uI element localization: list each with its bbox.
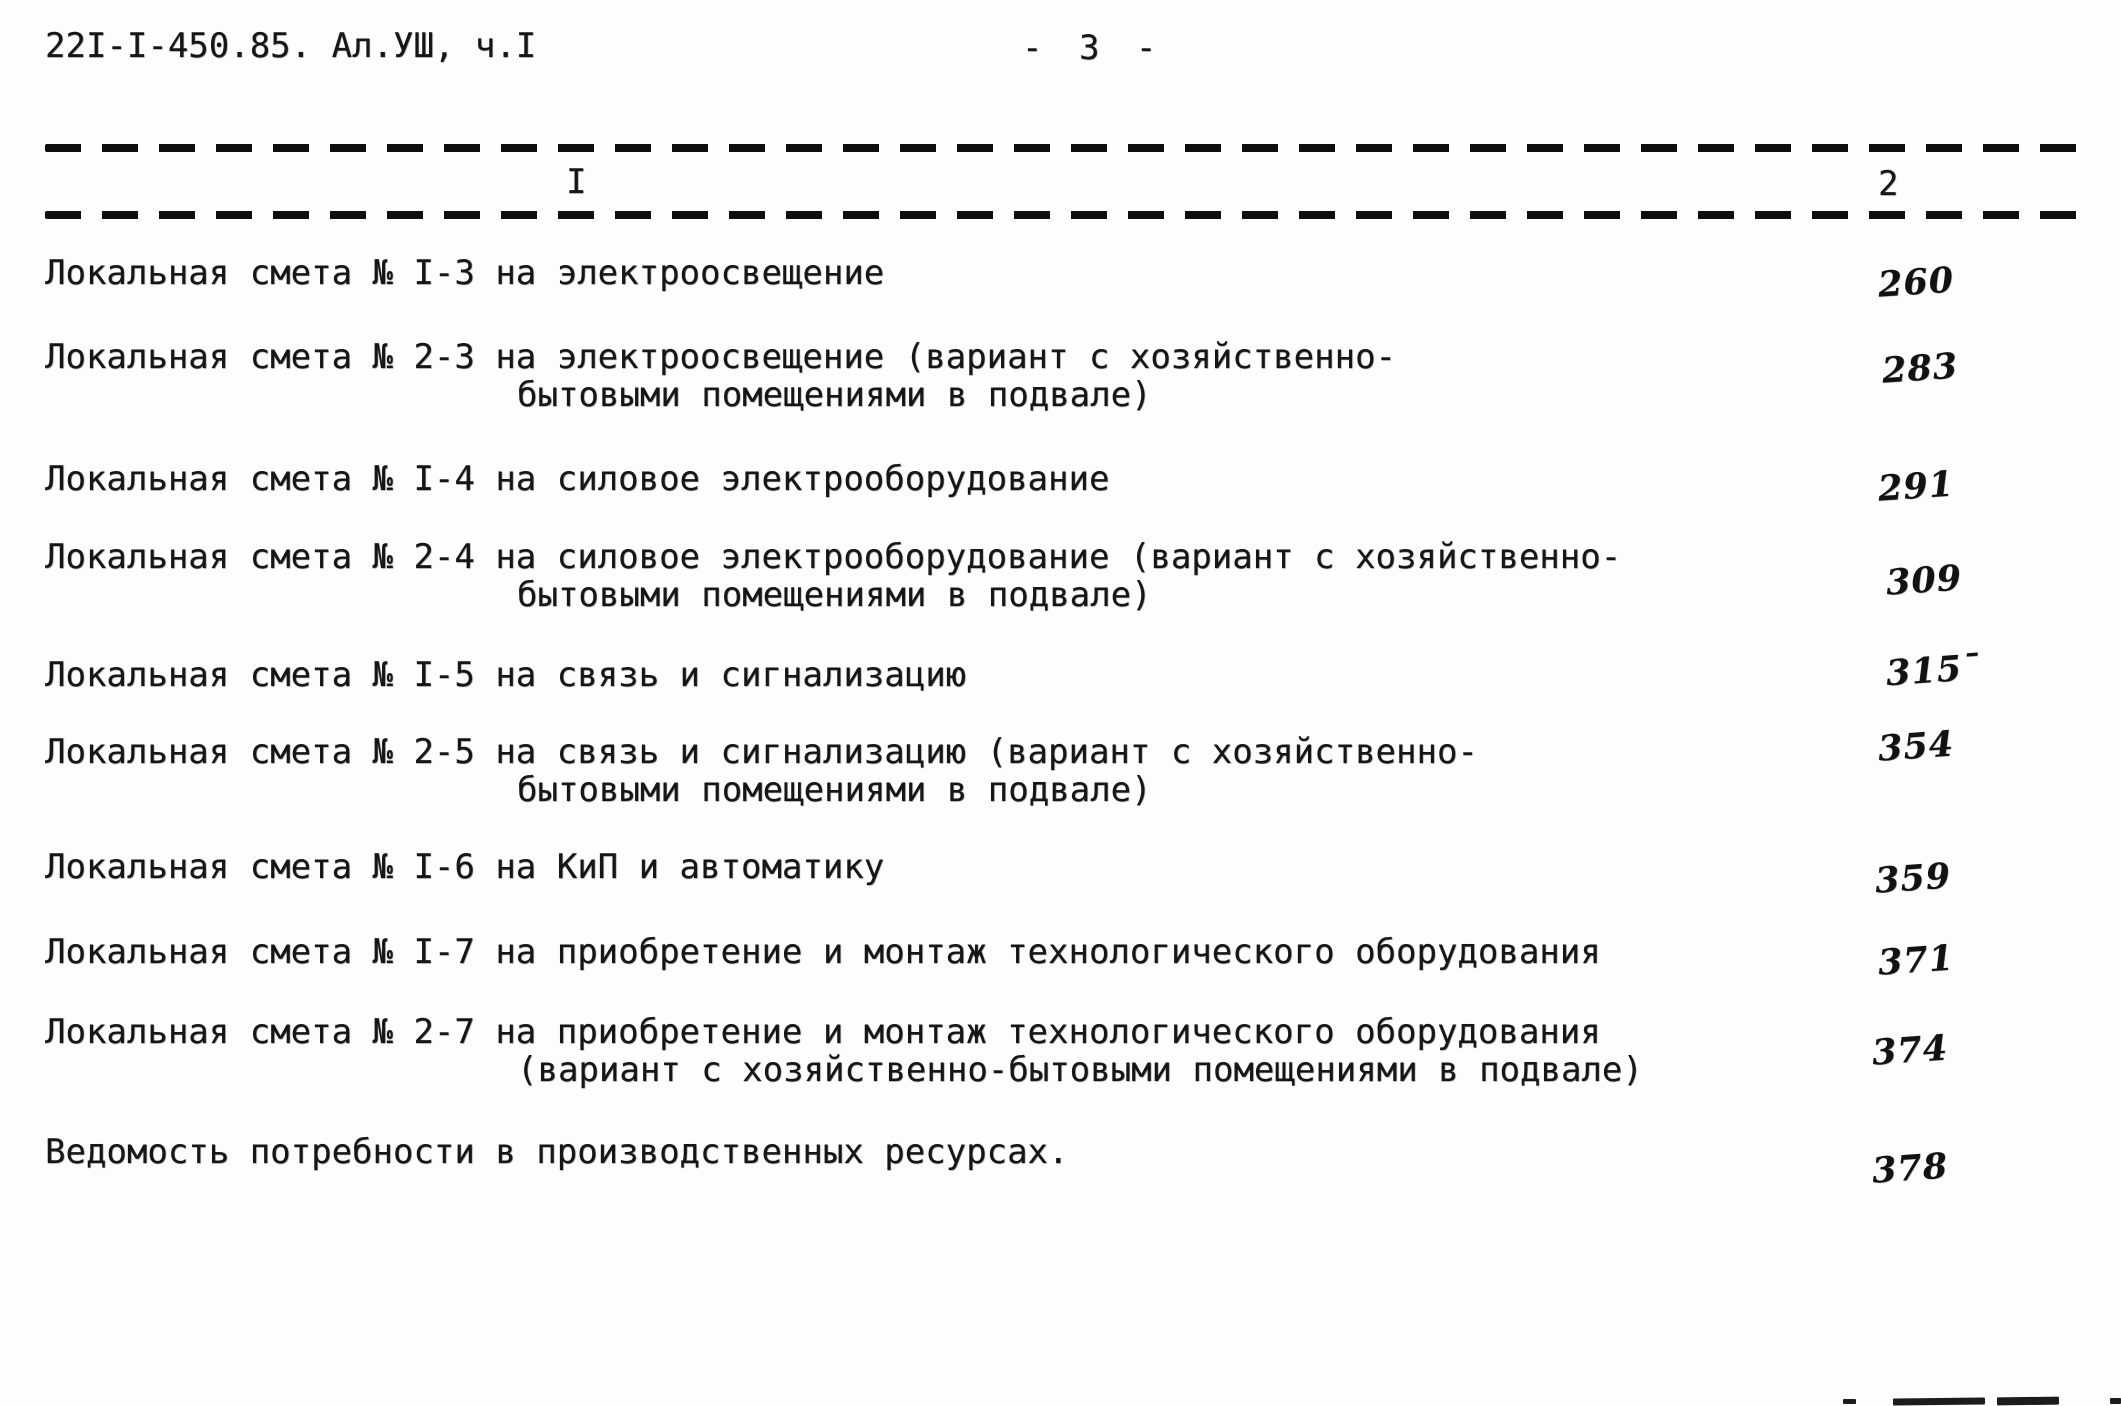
dashed-rule-bottom bbox=[45, 211, 2078, 219]
page-ref: 309 bbox=[1884, 557, 1964, 604]
table-row bbox=[45, 656, 966, 694]
page-ref: 378 bbox=[1870, 1145, 1950, 1192]
scan-artifact bbox=[1893, 1398, 1985, 1406]
table-row bbox=[45, 538, 1621, 614]
table-row bbox=[45, 338, 1396, 414]
row-text: Локальная смета № I-4 на силовое электрооборудование bbox=[45, 459, 1110, 499]
scan-artifact bbox=[1843, 1399, 1856, 1404]
page-ref: 359 bbox=[1873, 855, 1953, 902]
row-text: Локальная смета № I-3 на электроосвещение bbox=[45, 253, 885, 293]
row-text: Локальная смета № 2-3 на электроосвещение (вариант с хозяйственно- bbox=[45, 337, 1397, 377]
table-row bbox=[45, 1133, 1069, 1171]
scan-artifact bbox=[2110, 1398, 2121, 1404]
page-ref: 291 bbox=[1876, 463, 1956, 510]
page-ref: 374 bbox=[1870, 1027, 1950, 1074]
table-row bbox=[45, 254, 884, 292]
row-text: Локальная смета № 2-7 на приобретение и монтаж технологического оборудования bbox=[45, 1012, 1601, 1052]
table-row bbox=[45, 460, 1109, 498]
row-text: Локальная смета № I-7 на приобретение и монтаж технологического оборудования bbox=[45, 932, 1601, 972]
row-text: Локальная смета № 2-5 на связь и сигнализацию (вариант с хозяйственно- bbox=[45, 732, 1478, 772]
table-row bbox=[45, 1013, 1643, 1089]
page-ref: 260 bbox=[1876, 259, 1956, 306]
page-ref: 354 bbox=[1876, 723, 1956, 770]
column-header-1: I bbox=[566, 162, 587, 202]
row-text-continued: бытовыми помещениями в подвале) bbox=[517, 575, 1152, 615]
row-text-continued: (вариант с хозяйственно-бытовыми помещениями в подвале) bbox=[517, 1050, 1643, 1090]
row-text: Локальная смета № 2-4 на силовое электрооборудование (вариант с хозяйственно- bbox=[45, 537, 1622, 577]
row-text-continued: бытовыми помещениями в подвале) bbox=[517, 375, 1152, 415]
column-header-2: 2 bbox=[1878, 164, 1899, 204]
doc-code: 22I-I-450.85. Ал.УШ, ч.I bbox=[45, 26, 537, 66]
page-ref: 315¯ bbox=[1884, 646, 1982, 695]
table-row bbox=[45, 733, 1478, 809]
table-row bbox=[45, 848, 884, 886]
row-text: Локальная смета № I-5 на связь и сигнализацию bbox=[45, 655, 967, 695]
scan-artifact bbox=[1997, 1397, 2059, 1406]
row-text-continued: бытовыми помещениями в подвале) bbox=[517, 770, 1152, 810]
dashed-rule-top bbox=[45, 144, 2078, 152]
page-number: - 3 - bbox=[1022, 28, 1165, 68]
row-text: Ведомость потребности в производственных ресурсах. bbox=[45, 1132, 1069, 1172]
row-text: Локальная смета № I-6 на КиП и автоматику bbox=[45, 847, 885, 887]
page-ref: 371 bbox=[1876, 937, 1956, 984]
page-ref: 283 bbox=[1880, 345, 1960, 392]
table-row bbox=[45, 933, 1601, 971]
